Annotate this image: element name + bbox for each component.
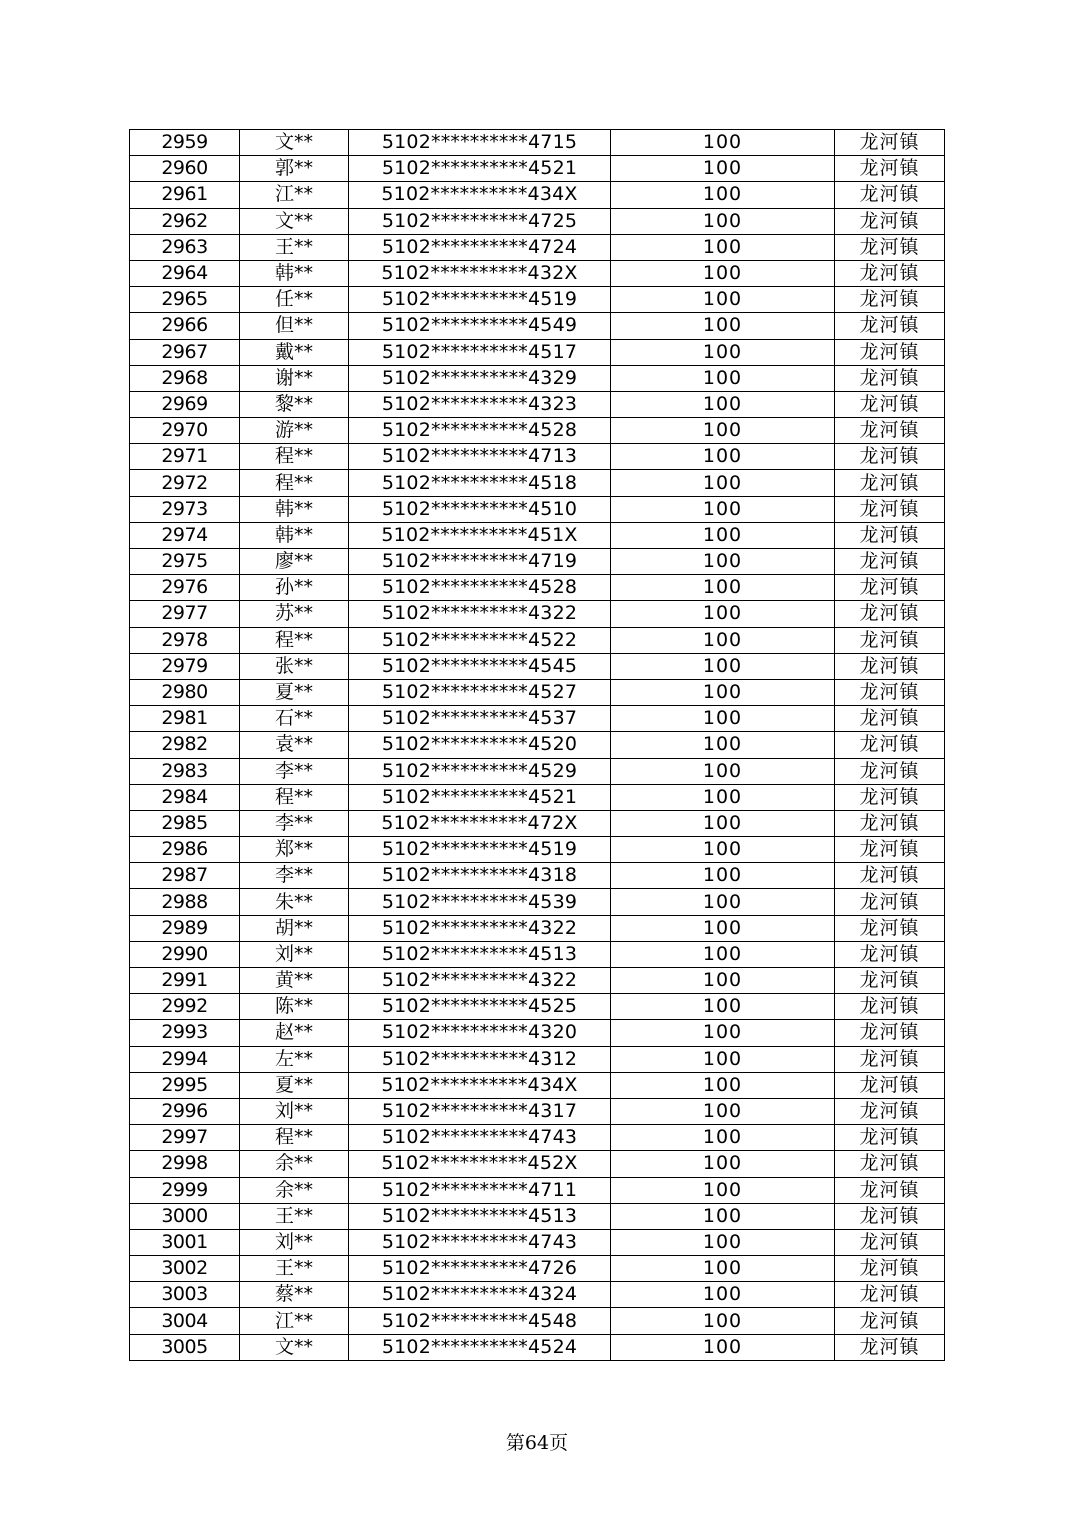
- amount-cell: 100: [611, 1282, 835, 1308]
- amount-cell: 100: [611, 496, 835, 522]
- serial-number-cell: 2994: [130, 1046, 240, 1072]
- name-cell: 苏**: [240, 601, 349, 627]
- town-cell: 龙河镇: [835, 130, 945, 156]
- serial-number-cell: 2982: [130, 732, 240, 758]
- id-number-cell: 5102**********4510: [349, 496, 611, 522]
- id-number-cell: 5102**********4713: [349, 444, 611, 470]
- amount-cell: 100: [611, 522, 835, 548]
- town-cell: 龙河镇: [835, 784, 945, 810]
- serial-number-cell: 2985: [130, 810, 240, 836]
- id-number-cell: 5102**********4322: [349, 968, 611, 994]
- amount-cell: 100: [611, 889, 835, 915]
- name-cell: 廖**: [240, 549, 349, 575]
- table-row: [130, 889, 945, 915]
- table-row: [130, 470, 945, 496]
- name-cell: 余**: [240, 1151, 349, 1177]
- id-number-cell: 5102**********4545: [349, 653, 611, 679]
- id-number-cell: 5102**********4715: [349, 130, 611, 156]
- serial-number-cell: 3005: [130, 1334, 240, 1360]
- town-cell: 龙河镇: [835, 889, 945, 915]
- serial-number-cell: 2983: [130, 758, 240, 784]
- town-cell: 龙河镇: [835, 549, 945, 575]
- serial-number-cell: 2986: [130, 837, 240, 863]
- name-cell: 郭**: [240, 156, 349, 182]
- serial-number-cell: 2984: [130, 784, 240, 810]
- id-number-cell: 5102**********4537: [349, 706, 611, 732]
- table-row: [130, 522, 945, 548]
- name-cell: 李**: [240, 758, 349, 784]
- name-cell: 任**: [240, 287, 349, 313]
- id-number-cell: 5102**********4549: [349, 313, 611, 339]
- town-cell: 龙河镇: [835, 339, 945, 365]
- table-row: [130, 339, 945, 365]
- serial-number-cell: 2967: [130, 339, 240, 365]
- name-cell: 文**: [240, 130, 349, 156]
- serial-number-cell: 2976: [130, 575, 240, 601]
- amount-cell: 100: [611, 391, 835, 417]
- table-row: [130, 994, 945, 1020]
- id-number-cell: 5102**********434X: [349, 182, 611, 208]
- amount-cell: 100: [611, 941, 835, 967]
- id-number-cell: 5102**********4528: [349, 575, 611, 601]
- amount-cell: 100: [611, 130, 835, 156]
- amount-cell: 100: [611, 208, 835, 234]
- id-number-cell: 5102**********4522: [349, 627, 611, 653]
- amount-cell: 100: [611, 1229, 835, 1255]
- id-number-cell: 5102**********4524: [349, 1334, 611, 1360]
- table-row: [130, 679, 945, 705]
- amount-cell: 100: [611, 732, 835, 758]
- town-cell: 龙河镇: [835, 365, 945, 391]
- id-number-cell: 5102**********4318: [349, 863, 611, 889]
- town-cell: 龙河镇: [835, 575, 945, 601]
- serial-number-cell: 2997: [130, 1125, 240, 1151]
- town-cell: 龙河镇: [835, 260, 945, 286]
- amount-cell: 100: [611, 365, 835, 391]
- serial-number-cell: 2974: [130, 522, 240, 548]
- name-cell: 陈**: [240, 994, 349, 1020]
- table-row: [130, 130, 945, 156]
- town-cell: 龙河镇: [835, 679, 945, 705]
- name-cell: 胡**: [240, 915, 349, 941]
- name-cell: 刘**: [240, 941, 349, 967]
- id-number-cell: 5102**********4527: [349, 679, 611, 705]
- id-number-cell: 5102**********4719: [349, 549, 611, 575]
- name-cell: 袁**: [240, 732, 349, 758]
- name-cell: 但**: [240, 313, 349, 339]
- name-cell: 程**: [240, 470, 349, 496]
- id-number-cell: 5102**********472X: [349, 810, 611, 836]
- serial-number-cell: 2962: [130, 208, 240, 234]
- id-number-cell: 5102**********452X: [349, 1151, 611, 1177]
- amount-cell: 100: [611, 1334, 835, 1360]
- town-cell: 龙河镇: [835, 837, 945, 863]
- table-row: [130, 418, 945, 444]
- amount-cell: 100: [611, 260, 835, 286]
- amount-cell: 100: [611, 810, 835, 836]
- serial-number-cell: 2977: [130, 601, 240, 627]
- town-cell: 龙河镇: [835, 627, 945, 653]
- amount-cell: 100: [611, 863, 835, 889]
- serial-number-cell: 2971: [130, 444, 240, 470]
- id-number-cell: 5102**********4519: [349, 837, 611, 863]
- town-cell: 龙河镇: [835, 182, 945, 208]
- name-cell: 江**: [240, 1308, 349, 1334]
- name-cell: 程**: [240, 444, 349, 470]
- serial-number-cell: 2965: [130, 287, 240, 313]
- town-cell: 龙河镇: [835, 391, 945, 417]
- records-table-body: [130, 130, 945, 1361]
- id-number-cell: 5102**********4539: [349, 889, 611, 915]
- table-row: [130, 1308, 945, 1334]
- town-cell: 龙河镇: [835, 1151, 945, 1177]
- amount-cell: 100: [611, 182, 835, 208]
- name-cell: 张**: [240, 653, 349, 679]
- name-cell: 韩**: [240, 496, 349, 522]
- serial-number-cell: 2969: [130, 391, 240, 417]
- amount-cell: 100: [611, 418, 835, 444]
- amount-cell: 100: [611, 313, 835, 339]
- amount-cell: 100: [611, 627, 835, 653]
- town-cell: 龙河镇: [835, 1203, 945, 1229]
- id-number-cell: 5102**********432X: [349, 260, 611, 286]
- table-row: [130, 758, 945, 784]
- id-number-cell: 5102**********4317: [349, 1098, 611, 1124]
- amount-cell: 100: [611, 1072, 835, 1098]
- serial-number-cell: 3002: [130, 1256, 240, 1282]
- town-cell: 龙河镇: [835, 1282, 945, 1308]
- amount-cell: 100: [611, 156, 835, 182]
- serial-number-cell: 2992: [130, 994, 240, 1020]
- town-cell: 龙河镇: [835, 1098, 945, 1124]
- town-cell: 龙河镇: [835, 706, 945, 732]
- amount-cell: 100: [611, 444, 835, 470]
- town-cell: 龙河镇: [835, 810, 945, 836]
- serial-number-cell: 2988: [130, 889, 240, 915]
- id-number-cell: 5102**********4329: [349, 365, 611, 391]
- serial-number-cell: 2981: [130, 706, 240, 732]
- table-row: [130, 863, 945, 889]
- amount-cell: 100: [611, 1046, 835, 1072]
- name-cell: 程**: [240, 627, 349, 653]
- serial-number-cell: 2993: [130, 1020, 240, 1046]
- town-cell: 龙河镇: [835, 1020, 945, 1046]
- id-number-cell: 5102**********4322: [349, 915, 611, 941]
- town-cell: 龙河镇: [835, 1229, 945, 1255]
- table-row: [130, 575, 945, 601]
- name-cell: 文**: [240, 208, 349, 234]
- table-row: [130, 156, 945, 182]
- amount-cell: 100: [611, 601, 835, 627]
- id-number-cell: 5102**********4529: [349, 758, 611, 784]
- table-row: [130, 260, 945, 286]
- table-row: [130, 1151, 945, 1177]
- amount-cell: 100: [611, 784, 835, 810]
- serial-number-cell: 2964: [130, 260, 240, 286]
- name-cell: 文**: [240, 1334, 349, 1360]
- amount-cell: 100: [611, 549, 835, 575]
- name-cell: 王**: [240, 234, 349, 260]
- serial-number-cell: 2968: [130, 365, 240, 391]
- table-row: [130, 1098, 945, 1124]
- name-cell: 江**: [240, 182, 349, 208]
- table-row: [130, 784, 945, 810]
- town-cell: 龙河镇: [835, 418, 945, 444]
- town-cell: 龙河镇: [835, 496, 945, 522]
- town-cell: 龙河镇: [835, 968, 945, 994]
- table-row: [130, 1256, 945, 1282]
- id-number-cell: 5102**********4724: [349, 234, 611, 260]
- amount-cell: 100: [611, 915, 835, 941]
- table-row: [130, 941, 945, 967]
- id-number-cell: 5102**********4312: [349, 1046, 611, 1072]
- serial-number-cell: 2987: [130, 863, 240, 889]
- id-number-cell: 5102**********4548: [349, 1308, 611, 1334]
- serial-number-cell: 2990: [130, 941, 240, 967]
- id-number-cell: 5102**********4518: [349, 470, 611, 496]
- table-row: [130, 653, 945, 679]
- id-number-cell: 5102**********4743: [349, 1229, 611, 1255]
- amount-cell: 100: [611, 1125, 835, 1151]
- name-cell: 韩**: [240, 260, 349, 286]
- name-cell: 王**: [240, 1256, 349, 1282]
- table-row: [130, 1125, 945, 1151]
- serial-number-cell: 2960: [130, 156, 240, 182]
- town-cell: 龙河镇: [835, 941, 945, 967]
- serial-number-cell: 3000: [130, 1203, 240, 1229]
- name-cell: 石**: [240, 706, 349, 732]
- name-cell: 郑**: [240, 837, 349, 863]
- table-row: [130, 1072, 945, 1098]
- id-number-cell: 5102**********4725: [349, 208, 611, 234]
- name-cell: 夏**: [240, 679, 349, 705]
- amount-cell: 100: [611, 1098, 835, 1124]
- id-number-cell: 5102**********4521: [349, 156, 611, 182]
- name-cell: 蔡**: [240, 1282, 349, 1308]
- town-cell: 龙河镇: [835, 1046, 945, 1072]
- table-row: [130, 444, 945, 470]
- town-cell: 龙河镇: [835, 863, 945, 889]
- serial-number-cell: 2963: [130, 234, 240, 260]
- amount-cell: 100: [611, 1151, 835, 1177]
- amount-cell: 100: [611, 706, 835, 732]
- table-row: [130, 496, 945, 522]
- name-cell: 韩**: [240, 522, 349, 548]
- table-row: [130, 182, 945, 208]
- id-number-cell: 5102**********4525: [349, 994, 611, 1020]
- records-table: [129, 129, 945, 1361]
- name-cell: 黎**: [240, 391, 349, 417]
- serial-number-cell: 2991: [130, 968, 240, 994]
- table-row: [130, 1282, 945, 1308]
- table-row: [130, 968, 945, 994]
- table-row: [130, 732, 945, 758]
- amount-cell: 100: [611, 575, 835, 601]
- id-number-cell: 5102**********4519: [349, 287, 611, 313]
- amount-cell: 100: [611, 837, 835, 863]
- table-row: [130, 627, 945, 653]
- town-cell: 龙河镇: [835, 994, 945, 1020]
- name-cell: 黄**: [240, 968, 349, 994]
- amount-cell: 100: [611, 1203, 835, 1229]
- amount-cell: 100: [611, 1020, 835, 1046]
- name-cell: 王**: [240, 1203, 349, 1229]
- town-cell: 龙河镇: [835, 1072, 945, 1098]
- table-row: [130, 915, 945, 941]
- name-cell: 谢**: [240, 365, 349, 391]
- id-number-cell: 5102**********434X: [349, 1072, 611, 1098]
- table-row: [130, 1334, 945, 1360]
- serial-number-cell: 2998: [130, 1151, 240, 1177]
- amount-cell: 100: [611, 1177, 835, 1203]
- town-cell: 龙河镇: [835, 1334, 945, 1360]
- town-cell: 龙河镇: [835, 208, 945, 234]
- amount-cell: 100: [611, 994, 835, 1020]
- id-number-cell: 5102**********4520: [349, 732, 611, 758]
- serial-number-cell: 2959: [130, 130, 240, 156]
- amount-cell: 100: [611, 234, 835, 260]
- table-row: [130, 1203, 945, 1229]
- table-row: [130, 287, 945, 313]
- serial-number-cell: 2972: [130, 470, 240, 496]
- serial-number-cell: 2980: [130, 679, 240, 705]
- amount-cell: 100: [611, 287, 835, 313]
- table-row: [130, 391, 945, 417]
- town-cell: 龙河镇: [835, 758, 945, 784]
- table-row: [130, 313, 945, 339]
- town-cell: 龙河镇: [835, 732, 945, 758]
- town-cell: 龙河镇: [835, 1256, 945, 1282]
- town-cell: 龙河镇: [835, 915, 945, 941]
- town-cell: 龙河镇: [835, 313, 945, 339]
- id-number-cell: 5102**********4323: [349, 391, 611, 417]
- town-cell: 龙河镇: [835, 1125, 945, 1151]
- id-number-cell: 5102**********4517: [349, 339, 611, 365]
- table-row: [130, 208, 945, 234]
- town-cell: 龙河镇: [835, 444, 945, 470]
- id-number-cell: 5102**********4322: [349, 601, 611, 627]
- amount-cell: 100: [611, 758, 835, 784]
- table-row: [130, 601, 945, 627]
- amount-cell: 100: [611, 679, 835, 705]
- name-cell: 余**: [240, 1177, 349, 1203]
- id-number-cell: 5102**********4743: [349, 1125, 611, 1151]
- serial-number-cell: 2979: [130, 653, 240, 679]
- town-cell: 龙河镇: [835, 522, 945, 548]
- town-cell: 龙河镇: [835, 287, 945, 313]
- table-row: [130, 365, 945, 391]
- table-row: [130, 1046, 945, 1072]
- serial-number-cell: 3003: [130, 1282, 240, 1308]
- serial-number-cell: 2989: [130, 915, 240, 941]
- id-number-cell: 5102**********4521: [349, 784, 611, 810]
- name-cell: 戴**: [240, 339, 349, 365]
- id-number-cell: 5102**********4513: [349, 941, 611, 967]
- serial-number-cell: 2973: [130, 496, 240, 522]
- amount-cell: 100: [611, 653, 835, 679]
- name-cell: 孙**: [240, 575, 349, 601]
- town-cell: 龙河镇: [835, 1308, 945, 1334]
- town-cell: 龙河镇: [835, 653, 945, 679]
- table-row: [130, 234, 945, 260]
- amount-cell: 100: [611, 339, 835, 365]
- town-cell: 龙河镇: [835, 601, 945, 627]
- name-cell: 李**: [240, 863, 349, 889]
- name-cell: 朱**: [240, 889, 349, 915]
- id-number-cell: 5102**********4513: [349, 1203, 611, 1229]
- table-row: [130, 837, 945, 863]
- town-cell: 龙河镇: [835, 470, 945, 496]
- serial-number-cell: 2978: [130, 627, 240, 653]
- name-cell: 程**: [240, 1125, 349, 1151]
- amount-cell: 100: [611, 968, 835, 994]
- name-cell: 刘**: [240, 1098, 349, 1124]
- serial-number-cell: 2975: [130, 549, 240, 575]
- id-number-cell: 5102**********4711: [349, 1177, 611, 1203]
- serial-number-cell: 2970: [130, 418, 240, 444]
- table-row: [130, 1229, 945, 1255]
- id-number-cell: 5102**********4320: [349, 1020, 611, 1046]
- amount-cell: 100: [611, 1308, 835, 1334]
- id-number-cell: 5102**********4324: [349, 1282, 611, 1308]
- name-cell: 赵**: [240, 1020, 349, 1046]
- serial-number-cell: 2996: [130, 1098, 240, 1124]
- name-cell: 夏**: [240, 1072, 349, 1098]
- serial-number-cell: 2995: [130, 1072, 240, 1098]
- name-cell: 左**: [240, 1046, 349, 1072]
- name-cell: 游**: [240, 418, 349, 444]
- serial-number-cell: 2966: [130, 313, 240, 339]
- table-row: [130, 549, 945, 575]
- serial-number-cell: 3001: [130, 1229, 240, 1255]
- town-cell: 龙河镇: [835, 1177, 945, 1203]
- serial-number-cell: 2999: [130, 1177, 240, 1203]
- name-cell: 李**: [240, 810, 349, 836]
- town-cell: 龙河镇: [835, 156, 945, 182]
- table-row: [130, 706, 945, 732]
- town-cell: 龙河镇: [835, 234, 945, 260]
- id-number-cell: 5102**********4726: [349, 1256, 611, 1282]
- serial-number-cell: 2961: [130, 182, 240, 208]
- id-number-cell: 5102**********4528: [349, 418, 611, 444]
- amount-cell: 100: [611, 1256, 835, 1282]
- table-row: [130, 1020, 945, 1046]
- serial-number-cell: 3004: [130, 1308, 240, 1334]
- amount-cell: 100: [611, 470, 835, 496]
- id-number-cell: 5102**********451X: [349, 522, 611, 548]
- page-number: 第64页: [505, 1432, 569, 1454]
- table-row: [130, 1177, 945, 1203]
- table-row: [130, 810, 945, 836]
- name-cell: 程**: [240, 784, 349, 810]
- name-cell: 刘**: [240, 1229, 349, 1255]
